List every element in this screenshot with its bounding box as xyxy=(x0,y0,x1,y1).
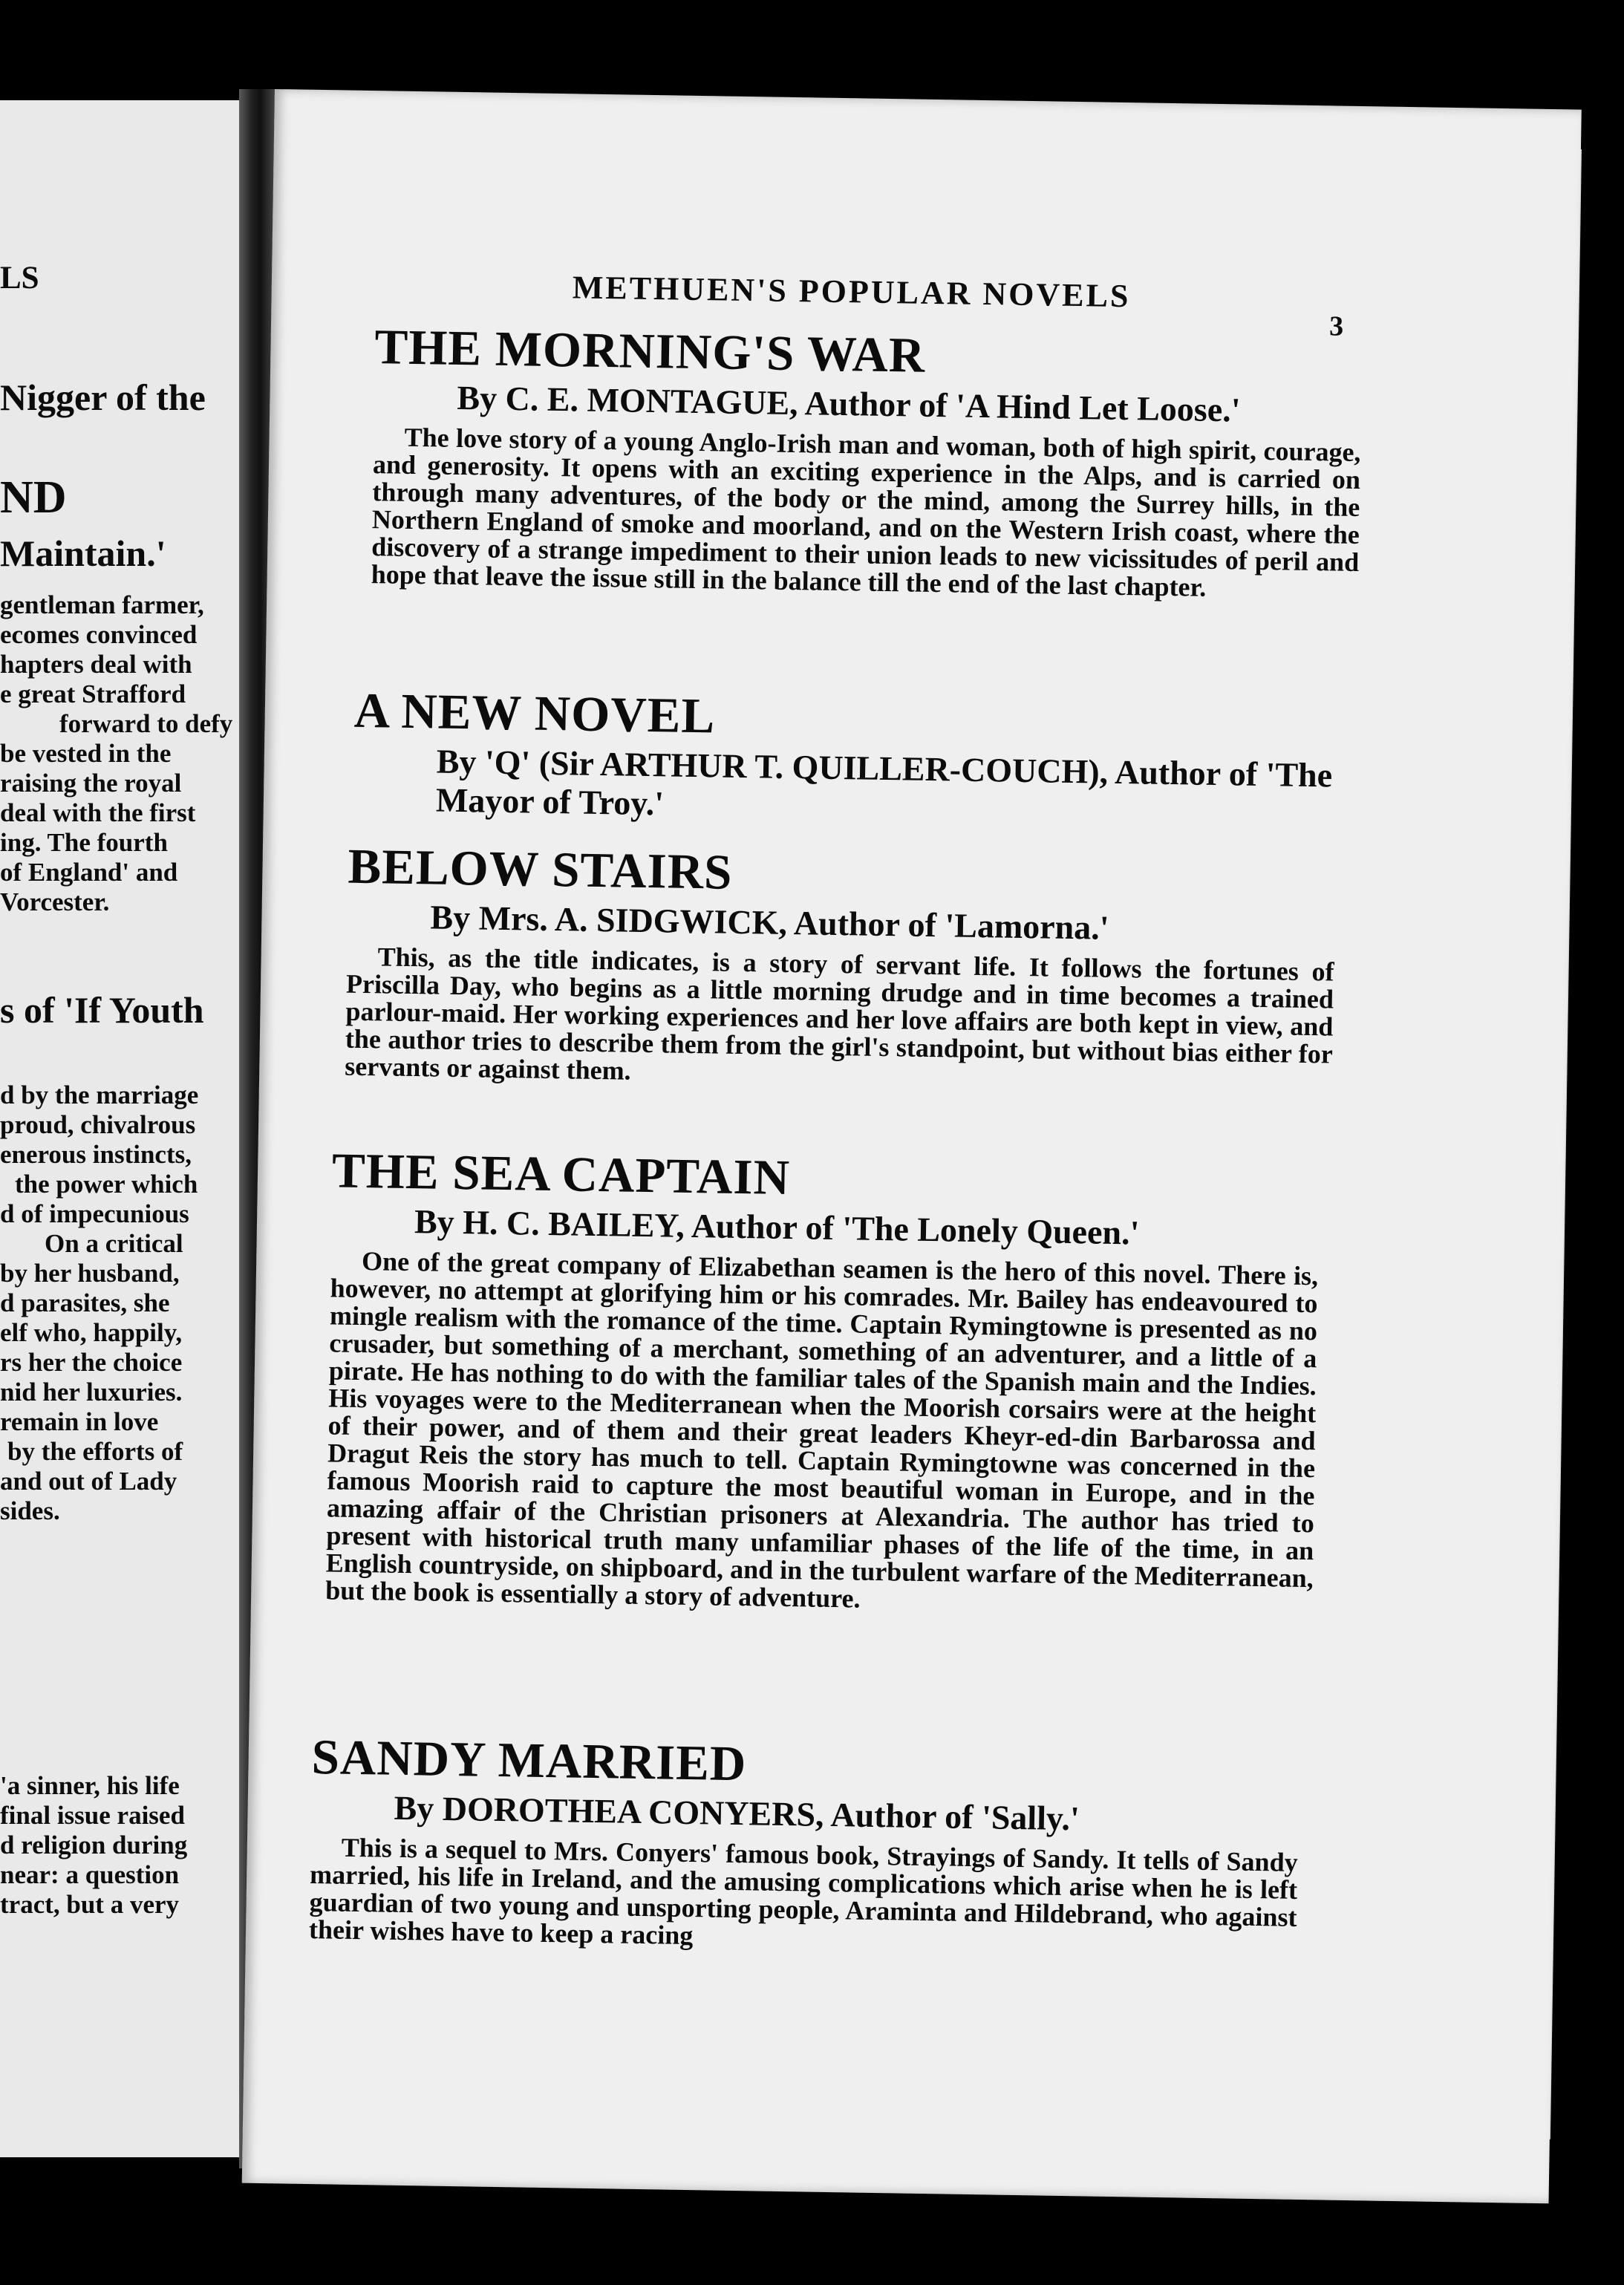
left-page-line: be vested in the xyxy=(0,739,172,768)
left-page-line: Nigger of the xyxy=(0,377,206,418)
entry-title: SANDY MARRIED xyxy=(311,1730,747,1792)
left-page-line: e great Strafford xyxy=(0,679,186,708)
left-page-line: nid her luxuries. xyxy=(0,1378,183,1406)
entry-description: The love story of a young Anglo-Irish man and woman, both of high spirit, courage, and generosity. It opens with an exciting experience in the Alps, and is carried on through many adventures, of the body or the mind, among the Surrey hills, in the Northern England of smoke and moorland, and on the Western Irish coast, where the discovery of a strange impediment to their union leads to new vicissitudes of peril and hope that leave the issue still in the balance till the end of the last chapter. xyxy=(371,422,1361,602)
left-page-line: rs her the choice xyxy=(0,1348,183,1377)
left-page-line: near: a question xyxy=(0,1860,180,1889)
left-page-line: d by the marriage xyxy=(0,1080,199,1109)
entry-title: A NEW NOVEL xyxy=(353,682,716,744)
left-page-line: On a critical xyxy=(45,1229,183,1258)
left-page-line: d religion during xyxy=(0,1831,188,1859)
right-page xyxy=(242,89,1582,2203)
left-page-line: by her husband, xyxy=(0,1259,180,1288)
book-entry xyxy=(353,682,1343,834)
left-page-line: tract, but a very xyxy=(0,1890,180,1919)
page-number: 3 xyxy=(1328,310,1344,342)
entry-byline: By C. E. MONTAGUE, Author of 'A Hind Let Loose.' xyxy=(457,378,1241,429)
entry-description: This, as the title indicates, is a story of servant life. It follows the fortunes of Priscilla Day, who begins as a little morning drudge and in time becomes a trained parlour-maid. Her working experiences and her love affairs are both kept in view, and the author tries to describe them from the girl's standpoint, but without bias either for servants or against them. xyxy=(345,942,1334,1086)
entry-byline: By DOROTHEA CONYERS, Author of 'Sally.' xyxy=(394,1788,1080,1838)
left-page-line: forward to defy xyxy=(59,709,233,738)
entry-byline: By Mrs. A. SIDGWICK, Author of 'Lamorna.' xyxy=(430,898,1109,947)
left-page-line: by the efforts of xyxy=(7,1437,183,1466)
left-page-fragment xyxy=(0,100,241,2157)
entry-title: THE SEA CAPTAIN xyxy=(331,1143,791,1206)
left-page-line: gentleman farmer, xyxy=(0,590,204,619)
left-page-line: ecomes convinced xyxy=(0,620,198,649)
left-page-line: d of impecunious xyxy=(0,1199,189,1228)
left-page-line: ND xyxy=(0,472,67,523)
entry-description: This is a sequel to Mrs. Conyers' famous book, Strayings of Sandy. It tells of Sandy married, his life in Ireland, and the amusing complications which arise when he is left guardian of two young and unsporting people, Araminta and Hildebrand, who against their wishes have to keep a racing xyxy=(308,1832,1298,1951)
left-page-line: hapters deal with xyxy=(0,650,192,679)
book-entry xyxy=(309,1731,1299,1959)
left-page-line: enerous instincts, xyxy=(0,1140,192,1169)
left-page-line: elf who, happily, xyxy=(0,1318,183,1347)
left-page-line: proud, chivalrous xyxy=(0,1110,196,1139)
entry-byline: By 'Q' (Sir ARTHUR T. QUILLER-COUCH), Author of 'The Mayor of Troy.' xyxy=(435,742,1333,823)
running-head: METHUEN'S POPULAR NOVELS xyxy=(572,269,1131,315)
left-page-line: d parasites, she xyxy=(0,1288,170,1317)
left-page-line: and out of Lady xyxy=(0,1467,177,1496)
left-page-line: raising the royal xyxy=(0,769,182,798)
book-entry xyxy=(345,838,1336,1096)
left-page-line: s of 'If Youth xyxy=(0,989,204,1031)
left-page-line: remain in love xyxy=(0,1407,159,1436)
left-page-line: final issue raised xyxy=(0,1801,185,1830)
book-entry xyxy=(325,1144,1320,1620)
left-page-line: of England' and xyxy=(0,858,178,887)
left-page-line: Maintain.' xyxy=(0,532,166,574)
entry-byline: By H. C. BAILEY, Author of 'The Lonely Queen.' xyxy=(414,1202,1140,1252)
entry-description: One of the great company of Elizabethan seamen is the hero of this novel. There is, however, no attempt at glorifying him or his comrades. Mr. Bailey has endeavoured to mingle realism with the romance of the time. Captain Rymingtowne is presented as no crusader, but something of a merchant, something of an adventurer, and a little of a pirate. He has nothing to do with the familiar tales of the Spanish main and the Indies. His voyages were to the Mediterranean when the Moorish corsairs were at the height of their power, and of them and their great leaders Kheyr-ed-din Barbarossa and Dragut Reis the story has much to tell. Captain Rymingtowne was concerned in the famous Moorish raid to capture the most beautiful woman in Europe, and in the amazing affair of the Christian prisoners at Alexandria. The author has tried to present with historical truth many unfamiliar phases of the life of the time, in an English countryside, on shipboard, and in the turbulent warfare of the Mediterranean, but the book is essentially a story of adventure. xyxy=(325,1246,1319,1614)
book-entry xyxy=(371,321,1362,604)
left-page-line: ing. The fourth xyxy=(0,828,168,857)
left-page-line: sides. xyxy=(0,1496,60,1525)
left-page-line: deal with the first xyxy=(0,798,196,827)
left-page-line: 'a sinner, his life xyxy=(0,1771,180,1800)
entry-title: BELOW STAIRS xyxy=(347,838,733,900)
left-page-line: LS xyxy=(0,261,39,296)
left-page-line: the power which xyxy=(15,1170,198,1199)
left-page-line: Vorcester. xyxy=(0,887,110,916)
entry-title: THE MORNING'S WAR xyxy=(374,319,926,383)
